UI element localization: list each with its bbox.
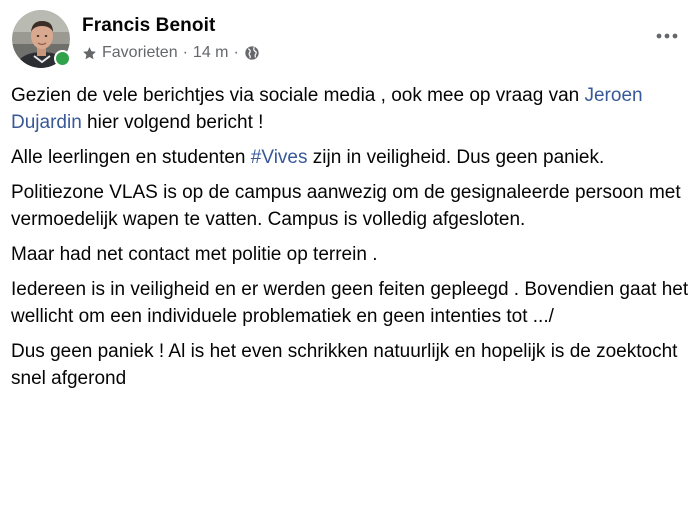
more-options-icon bbox=[655, 32, 679, 40]
post-paragraph: Maar had net contact met politie op terrein . bbox=[11, 244, 378, 265]
post-header bbox=[12, 10, 684, 70]
online-status-icon bbox=[54, 50, 71, 67]
post-paragraph bbox=[11, 82, 689, 136]
post-text: Alle leerlingen en studenten bbox=[11, 147, 251, 168]
meta-separator: · bbox=[233, 44, 239, 61]
avatar-container[interactable] bbox=[12, 10, 70, 68]
post-paragraph bbox=[11, 144, 689, 171]
post-text: Gezien de vele berichtjes via sociale media , ook mee op vraag van bbox=[11, 85, 585, 106]
star-icon bbox=[82, 46, 97, 61]
audience-label[interactable]: Favorieten bbox=[102, 44, 178, 61]
post-text: zijn in veiligheid. Dus geen paniek. bbox=[307, 147, 605, 168]
post-timestamp[interactable]: 14 m bbox=[192, 44, 229, 61]
author-name[interactable]: Francis Benoit bbox=[82, 15, 216, 36]
meta-separator: · bbox=[182, 44, 188, 61]
more-options-button[interactable] bbox=[650, 24, 684, 48]
post-paragraph: Dus geen paniek ! Al is het even schrikken natuurlijk en hopelijk is de zoektocht snel afgerond bbox=[11, 341, 678, 389]
post-paragraph: Iedereen is in veiligheid en er werden geen feiten gepleegd . Bovendien gaat het wellicht om een individuele problematiek en geen intenties tot .../ bbox=[11, 279, 689, 327]
post-paragraph: Politiezone VLAS is op de campus aanwezig om de gesignaleerde persoon met vermoedelijk wapen te vatten. Campus is volledig afgesloten. bbox=[11, 182, 681, 230]
post-body bbox=[11, 82, 689, 400]
hashtag-link[interactable]: #Vives bbox=[250, 147, 308, 168]
globe-icon[interactable] bbox=[244, 45, 260, 61]
post-text: hier volgend bericht ! bbox=[81, 112, 264, 133]
post-meta bbox=[82, 44, 260, 62]
mention-link[interactable]: Jeroen Dujardin bbox=[11, 85, 643, 133]
